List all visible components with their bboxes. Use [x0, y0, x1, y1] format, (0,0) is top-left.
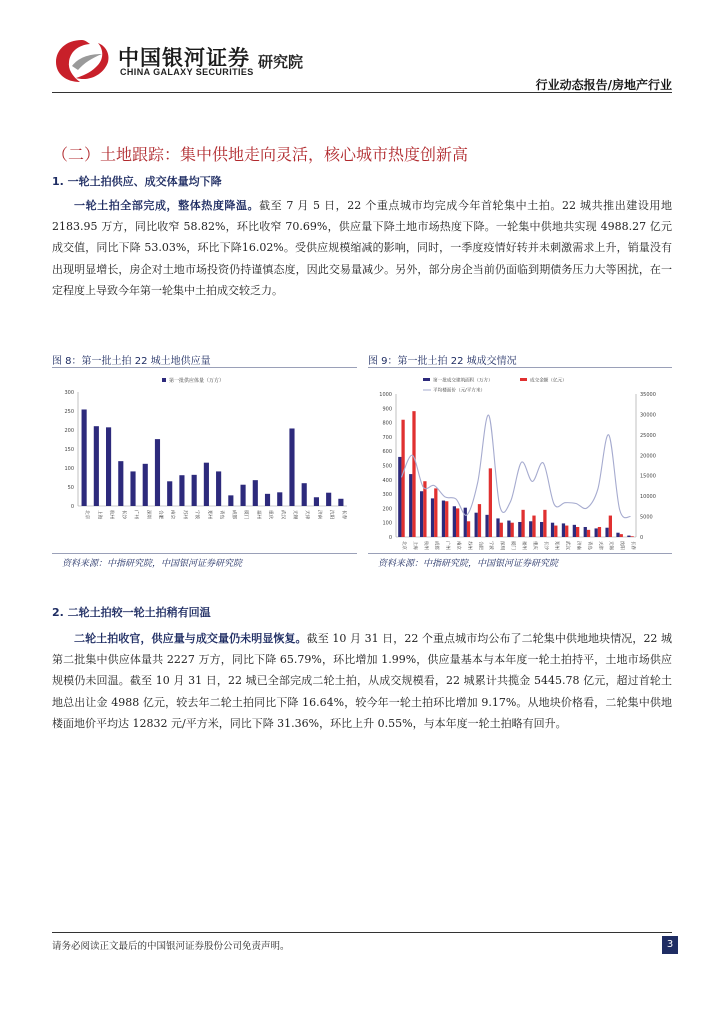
bar: [179, 475, 184, 506]
legend-label: 第一批供应体量（万方）: [169, 378, 225, 384]
bar: [253, 480, 258, 506]
bar-area: [562, 523, 565, 537]
right-tick-label: 5000: [640, 514, 653, 521]
y-tick-label: 0: [70, 504, 74, 510]
bar-area: [584, 527, 587, 537]
legend-label-amount: 成交金额（亿元）: [530, 378, 567, 384]
footer-disclaimer: 请务必阅读正文最后的中国银河证券股份公司免责声明。: [52, 941, 290, 952]
x-tick-label: 沈阳: [619, 541, 625, 550]
subsection-1-title: 1. 一轮土拍供应、成交体量均下降: [52, 175, 222, 188]
bar-amount: [543, 510, 546, 537]
logo-chinese-name: 中国银河证券: [118, 46, 250, 70]
figure-8-source: 资料来源：中指研究院，中国银河证券研究院: [62, 559, 243, 569]
left-tick-label: 900: [382, 406, 392, 413]
legend-swatch: [162, 378, 166, 382]
x-tick-label: 宁波: [194, 510, 200, 520]
bar: [216, 471, 221, 506]
bar-amount: [401, 420, 404, 537]
bar: [204, 463, 209, 506]
bar: [289, 428, 294, 506]
paragraph-2: [52, 628, 672, 734]
x-tick-label: 杭州: [422, 541, 428, 550]
bar: [241, 485, 246, 506]
left-tick-label: 500: [382, 463, 392, 470]
bar-area: [453, 506, 456, 537]
bar-area: [518, 522, 521, 537]
bar-amount: [554, 526, 557, 537]
section-title: （二）土地跟踪：集中供地走向灵活，核心城市热度创新高: [52, 145, 469, 164]
x-tick-label: 长春: [630, 541, 636, 550]
bar: [155, 439, 160, 506]
bar-area: [507, 521, 510, 537]
x-tick-label: 长春: [340, 510, 346, 520]
bar-amount: [511, 523, 514, 537]
bar-area: [431, 498, 434, 537]
right-tick-label: 20000: [640, 453, 656, 460]
bar: [314, 497, 319, 506]
bar-area: [398, 457, 401, 537]
left-tick-label: 400: [382, 477, 392, 484]
bar: [302, 483, 307, 506]
bar: [338, 499, 343, 506]
figure-8-top-rule: [52, 367, 357, 368]
y-tick-label: 150: [64, 447, 74, 453]
bar-amount: [478, 504, 481, 537]
bar: [265, 494, 270, 506]
bar: [118, 461, 123, 506]
x-tick-label: 无锡: [608, 541, 614, 550]
bar-amount: [587, 530, 590, 537]
figure-9-top-rule: [368, 367, 672, 368]
x-tick-label: 福州: [520, 541, 526, 550]
x-tick-label: 福州: [255, 510, 261, 520]
bar-area: [529, 521, 532, 537]
bar-area: [540, 522, 543, 537]
right-tick-label: 0: [640, 535, 644, 541]
research-institute-label: 研究院: [258, 53, 304, 71]
bar-area: [595, 528, 598, 537]
x-tick-label: 杭州: [108, 510, 114, 520]
bar-amount: [445, 501, 448, 537]
legend-label-area: 第一批成交建筑面积（万方）: [433, 378, 493, 384]
x-tick-label: 郑州: [206, 510, 212, 520]
bar-amount: [412, 411, 415, 537]
x-tick-label: 广州: [444, 541, 450, 550]
right-tick-label: 10000: [640, 494, 656, 501]
bar: [94, 426, 99, 506]
left-tick-label: 800: [382, 420, 392, 427]
right-tick-label: 35000: [640, 392, 656, 398]
figure-8-caption: 图 8：第一批土拍 22 城土地供应量: [52, 356, 211, 367]
x-tick-label: 合肥: [157, 510, 163, 520]
right-tick-label: 30000: [640, 412, 656, 419]
x-tick-label: 北京: [84, 510, 90, 520]
legend-label-price: 平均楼面价（元/平方米）: [433, 388, 486, 394]
bar-area: [409, 474, 412, 537]
x-tick-label: 重庆: [267, 510, 273, 520]
bar-area: [464, 508, 467, 537]
bar-amount: [620, 534, 623, 537]
y-tick-label: 250: [64, 409, 74, 415]
x-tick-label: 上海: [411, 541, 417, 550]
right-tick-label: 25000: [640, 432, 656, 439]
bar: [143, 464, 148, 506]
bar: [277, 492, 282, 506]
bar: [192, 475, 197, 506]
x-tick-label: 南京: [169, 510, 175, 520]
subsection-2-title: 2. 二轮土拍较一轮土拍稍有回温: [52, 606, 211, 619]
bar-amount: [423, 481, 426, 537]
bar-area: [496, 518, 499, 537]
bar-amount: [598, 527, 601, 537]
bar-area: [420, 491, 423, 537]
x-tick-label: 成都: [433, 541, 439, 550]
bar-amount: [467, 521, 470, 537]
left-tick-label: 0: [388, 535, 392, 541]
bar-area: [605, 528, 608, 537]
legend-swatch-amount: [520, 378, 527, 381]
figure-8-bottom-rule: [52, 553, 357, 554]
bar-area: [475, 513, 478, 537]
bar: [106, 427, 111, 506]
bar: [228, 495, 233, 506]
left-tick-label: 700: [382, 434, 392, 441]
logo-english-name: CHINA GALAXY SECURITIES: [120, 67, 254, 77]
x-tick-label: 青岛: [586, 541, 592, 550]
x-tick-label: 广州: [133, 510, 139, 520]
bar-amount: [521, 510, 524, 537]
header-divider: [52, 92, 672, 93]
bar-amount: [456, 508, 459, 537]
x-tick-label: 深圳: [145, 510, 151, 520]
paragraph-2-body: 截至 10 月 31 日，22 个重点城市均公布了二轮集中供地地块情况，22 城第二批集中供应体量共 2227 万方，同比下降 65.79%，环比增加 1.99%，供应量基本与本年度一轮土拍持平，土地市场供应规模仍未回温。截至 10 月 31 日，22 城已全部完成二轮土拍，从成交规模看，22 城累计共揽金 5445.78 亿元，超过首轮土地总出让金 4988 亿元，较去年二轮土拍同比下降 16.64%，较今年一轮土拍环比增加 9.17%。从地块价格看，二轮集中供地楼面地价平均达 12832 元/平方米，同比下降 31.36%，环比上升 0.55%，与本年度一轮土拍略有回升。: [52, 632, 673, 730]
bar: [82, 409, 87, 506]
bar-amount: [489, 468, 492, 537]
x-tick-label: 济南: [316, 510, 322, 520]
paragraph-2-lead: 二轮土拍收官，供应量与成交量仍未明显恢复。: [74, 632, 307, 645]
bar-area: [442, 501, 445, 537]
bar-amount: [609, 516, 612, 537]
x-tick-label: 苏州: [181, 510, 187, 520]
bar-area: [551, 523, 554, 537]
left-tick-label: 600: [382, 449, 392, 456]
x-tick-label: 厦门: [243, 510, 249, 520]
y-tick-label: 300: [64, 390, 74, 396]
bar-amount: [565, 526, 568, 537]
x-tick-label: 郑州: [553, 541, 559, 550]
left-tick-label: 300: [382, 492, 392, 499]
paragraph-1-lead: 一轮土拍全部完成，整体热度降温。: [74, 199, 260, 212]
bar: [167, 481, 172, 506]
x-tick-label: 武汉: [564, 541, 570, 550]
bar-area: [616, 533, 619, 537]
x-tick-label: 宁波: [488, 541, 494, 550]
x-tick-label: 成都: [230, 510, 236, 520]
bar-amount: [532, 516, 535, 537]
left-tick-label: 100: [382, 520, 392, 527]
x-tick-label: 天津: [597, 541, 603, 550]
y-tick-label: 50: [67, 485, 74, 491]
y-tick-label: 200: [64, 428, 74, 434]
x-tick-label: 无锡: [291, 510, 297, 520]
bar: [130, 471, 135, 506]
x-tick-label: 上海: [96, 510, 102, 520]
x-tick-label: 天津: [304, 510, 310, 520]
galaxy-logo-icon: [52, 36, 114, 86]
footer-divider: [52, 932, 672, 933]
bar-amount: [631, 536, 634, 537]
x-tick-label: 武汉: [279, 510, 285, 520]
figure-9-source: 资料来源：中指研究院，中国银河证券研究院: [378, 559, 559, 569]
right-tick-label: 15000: [640, 473, 656, 480]
x-tick-label: 南京: [455, 541, 461, 550]
bar-amount: [500, 523, 503, 537]
bar-amount: [576, 527, 579, 537]
x-tick-label: 合肥: [477, 541, 483, 550]
bar-area: [627, 536, 630, 537]
x-tick-label: 长沙: [120, 510, 126, 520]
y-tick-label: 100: [64, 466, 74, 472]
paragraph-1: [52, 195, 672, 301]
paragraph-1-body: 截至 7 月 5 日，22 个重点城市均完成今年首轮集中土拍。22 城共推出建设用地 2183.95 万方，同比收窄 58.82%，环比收窄 70.69%，供应量下降土地市场热度下降。一轮集中供地共实现 4988.27 亿元成交值，同比下降 53.03%，环比下降16.02%。受供应规模缩减的影响，同时，一季度疫情好转并未刺激需求上升，销量没有出现明显增长，房企对土地市场投资仍持谨慎态度，因此交易量减少。另外，部分房企当前仍面临到期债务压力大等困扰，在一定程度上导致今年第一轮集中土拍成交较乏力。: [52, 199, 673, 297]
bar: [326, 493, 331, 506]
report-type: 行业动态报告/房地产行业: [535, 78, 672, 92]
x-tick-label: 长沙: [542, 541, 548, 550]
x-tick-label: 厦门: [510, 541, 516, 550]
x-tick-label: 沈阳: [328, 510, 334, 520]
x-tick-label: 深圳: [499, 541, 505, 550]
figure-9-chart: [368, 370, 672, 552]
left-tick-label: 200: [382, 506, 392, 513]
bar-area: [573, 525, 576, 537]
figure-9-bottom-rule: [368, 553, 672, 554]
page-number: 3: [662, 936, 678, 954]
x-tick-label: 青岛: [218, 510, 224, 520]
figure-9-caption: 图 9：第一批土拍 22 城成交情况: [368, 356, 517, 367]
x-tick-label: 苏州: [466, 541, 472, 550]
x-tick-label: 北京: [400, 541, 406, 550]
figure-8-chart: [52, 370, 357, 552]
company-logo: [52, 36, 114, 86]
left-tick-label: 1000: [379, 392, 392, 398]
bar-area: [485, 515, 488, 537]
x-tick-label: 济南: [575, 541, 581, 550]
bar-amount: [434, 488, 437, 537]
legend-swatch-area: [423, 378, 430, 381]
x-tick-label: 重庆: [531, 541, 537, 550]
